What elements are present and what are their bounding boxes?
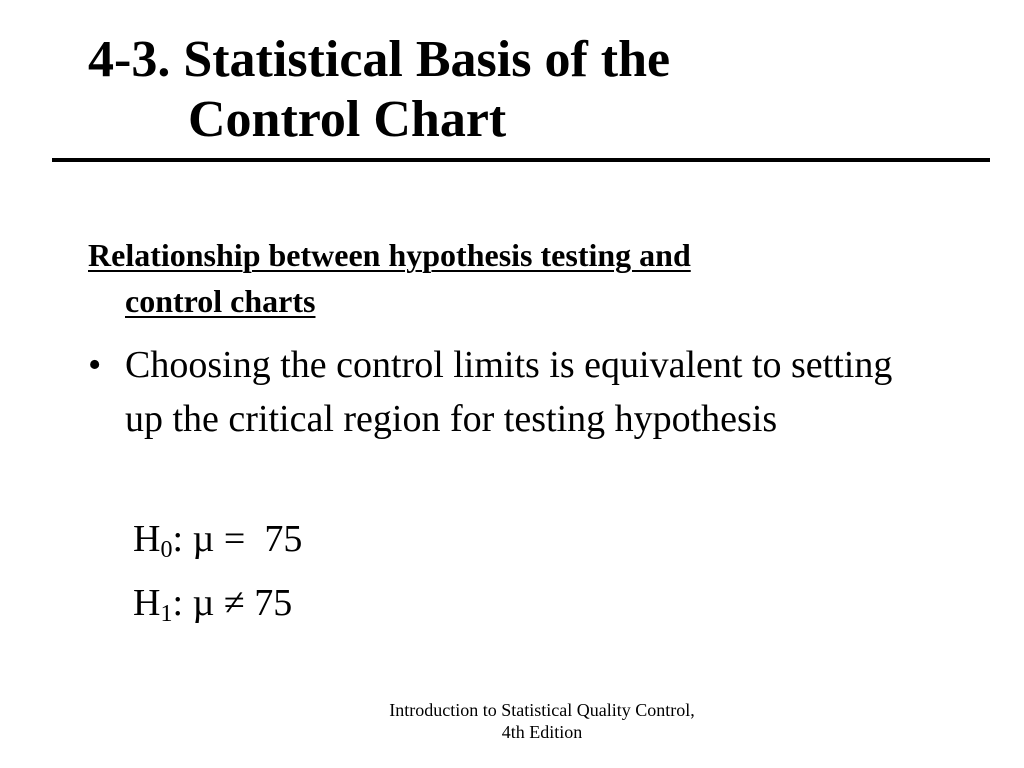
- footer-line-1: Introduction to Statistical Quality Control,: [389, 700, 695, 720]
- section-subheading: [88, 232, 888, 324]
- subheading-line-2: [88, 278, 888, 324]
- slide-title-line-1: 4-3. Statistical Basis of the: [88, 31, 671, 88]
- bullet-text: Choosing the control limits is equivalent to setting up the critical region for testing hypothesis: [125, 344, 893, 440]
- null-hypothesis-subscript: 0: [160, 537, 173, 563]
- alternative-hypothesis-symbol: H: [133, 582, 161, 624]
- slide-footer: [360, 699, 724, 743]
- slide-title-line-2: Control Chart: [188, 91, 507, 148]
- alternative-hypothesis: [133, 576, 292, 630]
- alternative-hypothesis-subscript: 1: [160, 601, 173, 627]
- title-divider: [52, 158, 990, 162]
- bullet-marker: •: [88, 344, 102, 386]
- bullet-item: [88, 338, 988, 446]
- null-hypothesis-symbol: H: [133, 518, 161, 560]
- alternative-hypothesis-statement: : µ ≠ 75: [172, 582, 293, 624]
- footer-line-2: 4th Edition: [501, 722, 583, 742]
- subheading-line-1: [88, 232, 888, 278]
- null-hypothesis: [133, 512, 302, 566]
- subheading-line-1-text: Relationship between hypothesis testing and: [88, 237, 691, 273]
- slide-title: [88, 30, 670, 150]
- null-hypothesis-statement: : µ = 75: [172, 518, 303, 560]
- subheading-line-2-text: control charts: [125, 283, 316, 319]
